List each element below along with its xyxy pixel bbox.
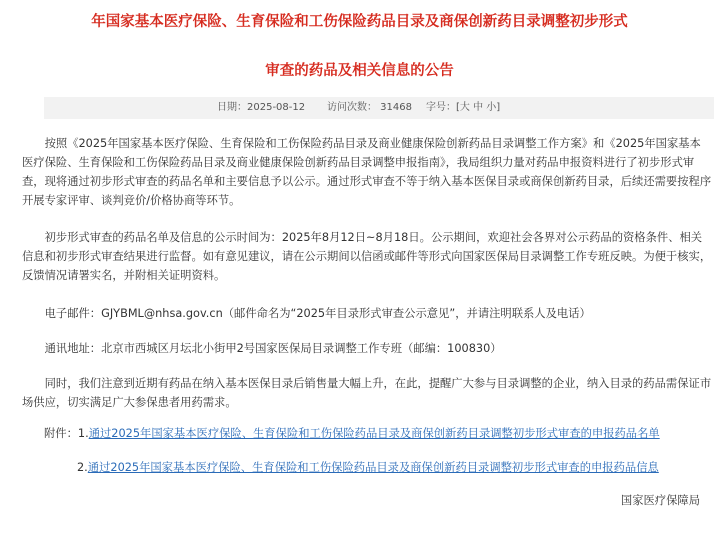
body-paragraph-5: 同时，我们注意到近期有药品在纳入基本医保目录后销售量大幅上升，在此，提醒广大参与目录调整的企业，纳入目录的药品需保证市场供应，切实满足广大参保患者用药需求。 bbox=[22, 377, 712, 409]
body-paragraph-2: 初步形式审查的药品名单及信息的公示时间为：2025年8月12日~8月18日。公示期间，欢迎社会各界对公示药品的资格条件、相关信息和初步形式审查结果进行监督。如有意见建议，请在公示期间以信函或邮件等形式向国家医保局目录调整工作专班反映。为便于核实，反馈情况请署实名，并附相关证明资料。 bbox=[22, 231, 712, 282]
publish-date: 日期：2025-08-12 bbox=[217, 102, 306, 113]
font-size-medium-button[interactable]: 中 bbox=[473, 102, 484, 113]
issuing-organization: 国家医疗保障局 bbox=[620, 494, 700, 507]
view-count: 访问次数： 31468 bbox=[327, 102, 412, 113]
font-size-label: 字号：[ bbox=[426, 102, 460, 113]
attachment-number-1: 1. bbox=[77, 427, 89, 440]
attachment-label: 附件： bbox=[44, 427, 78, 440]
attachment-item-2 bbox=[77, 458, 659, 477]
font-size-switcher bbox=[426, 97, 500, 119]
contact-address-paragraph: 通讯地址：北京市西城区月坛北小街甲2号国家医保局目录调整工作专班（邮编：100830） bbox=[44, 342, 502, 355]
font-size-small-button[interactable]: 小 bbox=[486, 102, 497, 113]
font-size-close-bracket: ] bbox=[496, 102, 501, 113]
attachment-number-2: 2. bbox=[77, 461, 88, 474]
body-paragraph-1: 按照《2025年国家基本医疗保险、生育保险和工伤保险药品目录及商业健康保险创新药品目录调整工作方案》和《2025年国家基本医疗保险、生育保险和工伤保险药品目录及商业健康保险创新药品目录调整申报指南》，我局组织力量对药品申报资料进行了初步形式审查，现将通过初步形式审查的药品名单和主要信息予以公示。通过形式审查不等于纳入基本医保目录或商保创新药目录，后续还需要按程序开展专家评审、谈判竞价/价格协商等环节。 bbox=[22, 137, 712, 207]
attachment-link-2[interactable]: 通过2025年国家基本医疗保险、生育保险和工伤保险药品目录及商保创新药目录调整初步形式审查的申报药品信息 bbox=[87, 461, 659, 474]
font-size-large-button[interactable]: 大 bbox=[459, 102, 470, 113]
attachment-link-1[interactable]: 通过2025年国家基本医疗保险、生育保险和工伤保险药品目录及商保创新药目录调整初步形式审查的申报药品名单 bbox=[88, 427, 660, 440]
page-title-line-1: 年国家基本医疗保险、生育保险和工伤保险药品目录及商保创新药目录调整初步形式 bbox=[91, 14, 628, 30]
attachment-item-1 bbox=[44, 424, 660, 443]
contact-email-paragraph: 电子邮件：GJYBML@nhsa.gov.cn（邮件命名为“2025年目录形式审查公示意见”，并请注明联系人及电话） bbox=[44, 307, 591, 320]
page-title-line-2: 审查的药品及相关信息的公告 bbox=[265, 63, 454, 79]
article-meta-bar bbox=[44, 97, 714, 119]
